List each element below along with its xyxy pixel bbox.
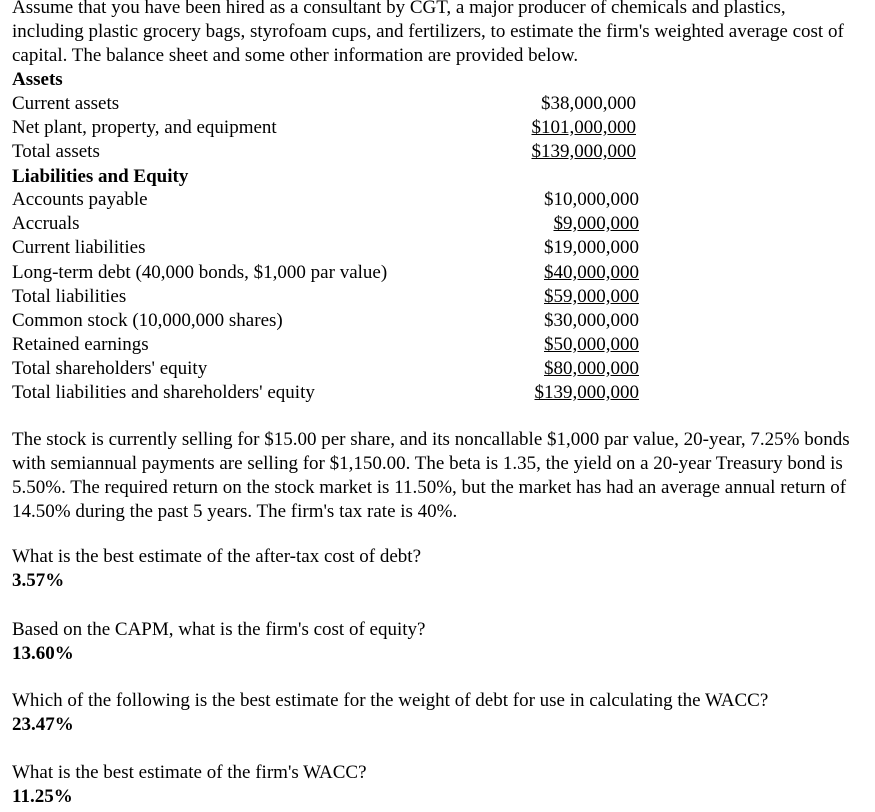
row-label: Accounts payable	[12, 189, 148, 210]
row-value: $139,000,000	[534, 382, 639, 403]
balance-row-total-equity	[12, 357, 642, 381]
row-label: Long-term debt (40,000 bonds, $1,000 par value)	[12, 262, 388, 283]
row-value: $80,000,000	[544, 358, 639, 379]
balance-row-long-term-debt	[12, 261, 642, 285]
balance-row-accruals	[12, 212, 642, 236]
row-value: $59,000,000	[544, 286, 639, 307]
row-label: Current liabilities	[12, 237, 146, 258]
liabilities-heading: Liabilities and Equity	[12, 166, 189, 187]
row-label: Accruals	[12, 213, 80, 234]
balance-row-total-assets	[12, 140, 642, 164]
row-label: Total liabilities and shareholders' equity	[12, 382, 315, 403]
answer-wacc: 11.25%	[12, 786, 73, 807]
intro-paragraph: Assume that you have been hired as a consultant by CGT, a major producer of chemicals and plastics, including plastic grocery bags, styrofoam cups, and fertilizers, to estimate the firm's weighted average cost of capital. The balance sheet and some other information are provided below.	[12, 0, 844, 66]
balance-row-retained-earnings	[12, 333, 642, 357]
row-value: $40,000,000	[544, 262, 639, 283]
row-label: Current assets	[12, 93, 120, 114]
balance-row-total-liabilities	[12, 285, 642, 309]
row-value: $38,000,000	[541, 93, 636, 114]
balance-row-total-liabilities-equity	[12, 381, 642, 405]
answer-cost-of-equity: 13.60%	[12, 643, 74, 664]
row-value: $9,000,000	[553, 213, 639, 234]
balance-row-current-liabilities	[12, 236, 642, 260]
balance-row-current-assets	[12, 92, 642, 116]
row-value: $101,000,000	[531, 117, 636, 138]
row-label: Common stock (10,000,000 shares)	[12, 310, 283, 331]
row-value: $30,000,000	[544, 310, 639, 331]
question-wacc: What is the best estimate of the firm's WACC?	[12, 762, 367, 783]
row-label: Total shareholders' equity	[12, 358, 208, 379]
balance-row-common-stock	[12, 309, 642, 333]
row-label: Total assets	[12, 141, 100, 162]
assets-heading: Assets	[12, 69, 63, 90]
narrative-paragraph: The stock is currently selling for $15.00 per share, and its noncallable $1,000 par value, 20-year, 7.25% bonds with semiannual payments are selling for $1,150.00. The beta is 1.35, the yield on a 20-year Treasury bond is 5.50%. The required return on the stock market is 11.50%, but the market has had an average annual return of 14.50% during the past 5 years. The firm's tax rate is 40%.	[12, 429, 850, 522]
row-label: Retained earnings	[12, 334, 149, 355]
balance-row-net-ppe	[12, 116, 642, 140]
row-label: Total liabilities	[12, 286, 127, 307]
question-weight-of-debt: Which of the following is the best estimate for the weight of debt for use in calculating the WACC?	[12, 690, 769, 711]
question-after-tax-cost-of-debt: What is the best estimate of the after-tax cost of debt?	[12, 546, 422, 567]
answer-after-tax-cost-of-debt: 3.57%	[12, 570, 65, 591]
row-value: $50,000,000	[544, 334, 639, 355]
row-value: $10,000,000	[544, 189, 639, 210]
row-value: $19,000,000	[544, 237, 639, 258]
question-cost-of-equity: Based on the CAPM, what is the firm's cost of equity?	[12, 619, 426, 640]
row-label: Net plant, property, and equipment	[12, 117, 277, 138]
balance-row-accounts-payable	[12, 188, 642, 212]
row-value: $139,000,000	[531, 141, 636, 162]
answer-weight-of-debt: 23.47%	[12, 714, 74, 735]
